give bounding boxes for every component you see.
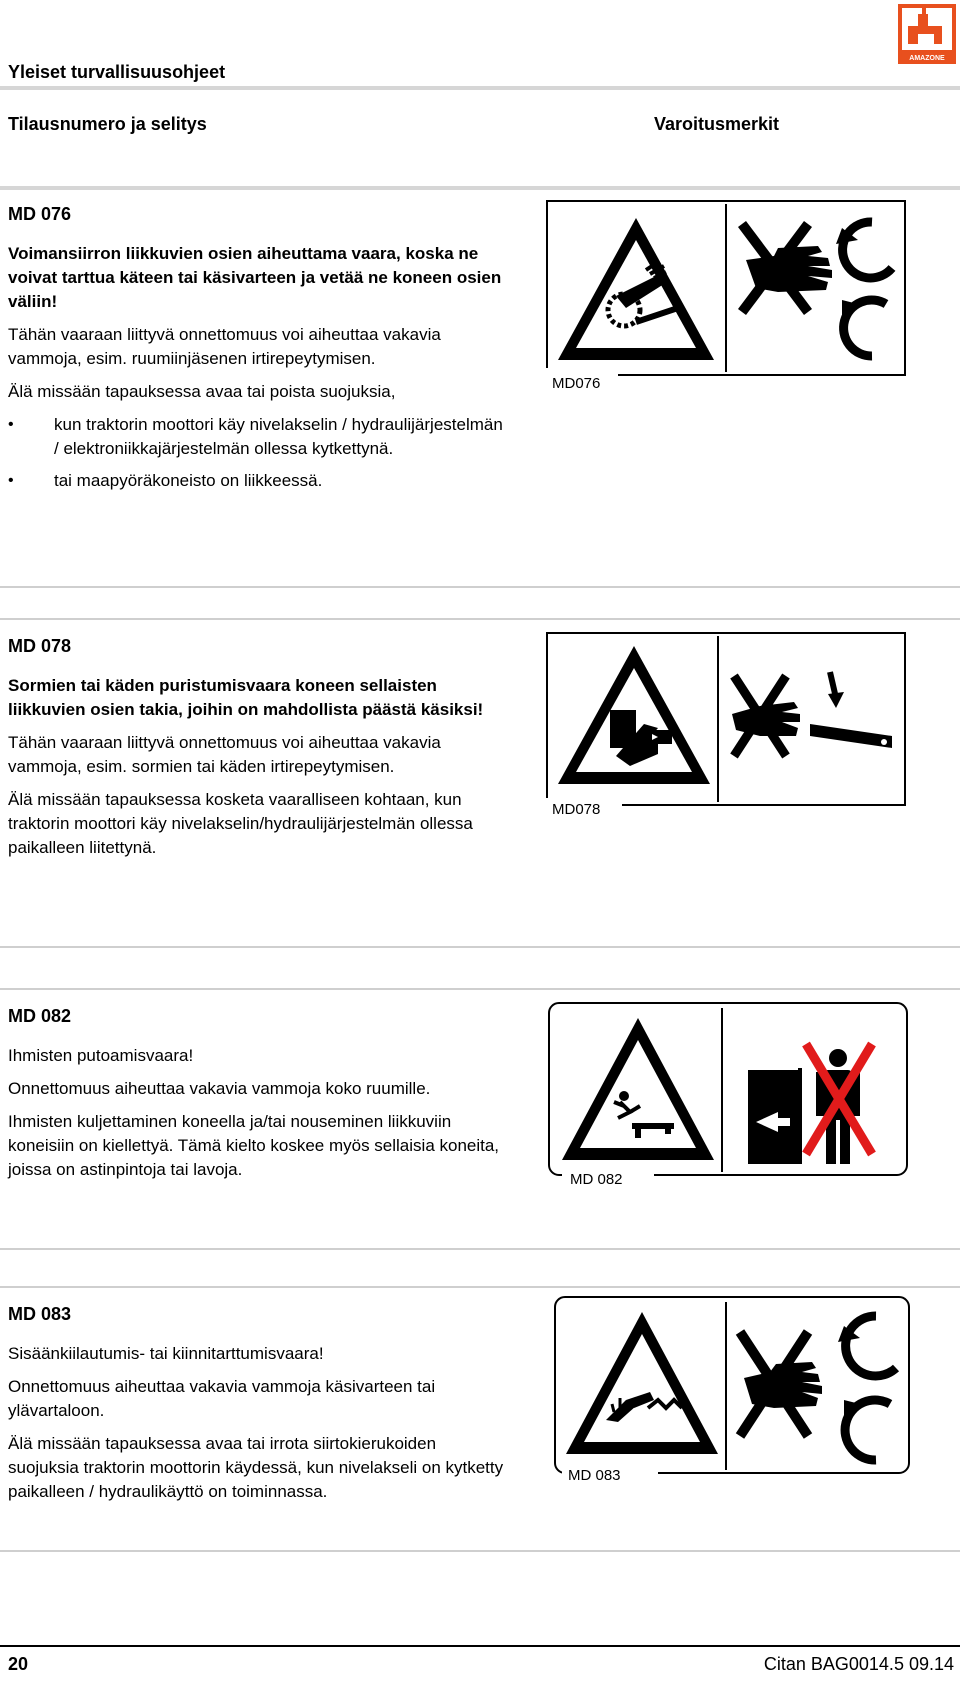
item-paragraph: Onnettomuus aiheuttaa vakavia vammoja käsivarteen tai ylävartaloon. [8, 1377, 436, 1420]
divider [0, 586, 960, 588]
item-paragraph: Tähän vaaraan liittyvä onnettomuus voi aiheuttaa vakavia vammoja, esim. ruumiinjäsenen irtirepeytymisen. [8, 325, 441, 368]
item-paragraph: Älä missään tapauksessa avaa tai poista suojuksia, [8, 382, 396, 401]
bullet-item: • kun traktorin moottori käy nivelakselin / hydraulijärjestelmän / elektroniikkajärjestelmän ollessa kytkettynä. [8, 413, 508, 461]
footer-divider [0, 1645, 960, 1647]
amazone-logo [898, 4, 956, 64]
item-paragraph: Ihmisten putoamisvaara! [8, 1046, 194, 1065]
divider [0, 618, 960, 620]
item-paragraph: Älä missään tapauksessa kosketa vaaralliseen kohtaan, kun traktorin moottori käy nivelakselin/hydraulijärjestelmän ollessa paikalleen liitettynä. [8, 790, 473, 857]
divider [0, 86, 960, 90]
item-code: MD 078 [8, 636, 72, 656]
warning-item-md076 [8, 202, 508, 501]
divider [0, 1248, 960, 1250]
section-title: Yleiset turvallisuusohjeet [8, 62, 226, 82]
bullet-item: • tai maapyöräkoneisto on liikkeessä. [8, 469, 508, 493]
item-code: MD 076 [8, 204, 72, 224]
sign-label: MD078 [552, 801, 601, 818]
divider [0, 186, 960, 190]
divider [0, 946, 960, 948]
divider [0, 988, 960, 990]
column-header-right: Varoitusmerkit [654, 114, 780, 134]
sign-label: MD 082 [570, 1171, 623, 1188]
divider [0, 1286, 960, 1288]
warning-sign-md083 [554, 1296, 910, 1492]
warning-item-md078 [8, 634, 508, 869]
item-paragraph: Ihmisten kuljettaminen koneella ja/tai nouseminen liikkuviin koneisiin on kiellettyä. Tämä kielto koskee myös sellaisia koneita, joissa on astinpintoja tai lavoja. [8, 1112, 500, 1179]
page-number: 20 [8, 1654, 29, 1674]
item-paragraph: Sisäänkiilautumis- tai kiinnitarttumisvaara! [8, 1344, 324, 1363]
item-code: MD 082 [8, 1006, 72, 1026]
svg-text:AMAZONE: AMAZONE [909, 55, 945, 62]
item-paragraph: Voimansiirron liikkuvien osien aiheuttama vaara, koska ne voivat tarttua käteen tai käsivarteen ja vetää ne koneen osien väliin! [8, 244, 502, 311]
item-paragraph: Älä missään tapauksessa avaa tai irrota siirtokierukoiden suojuksia traktorin moottorin käydessä, kun nivelakseli on kytketty paikalleen / hydraulikäyttö on toiminnassa. [8, 1434, 504, 1501]
warning-sign-md078 [546, 632, 906, 818]
item-paragraph: Onnettomuus aiheuttaa vakavia vammoja koko ruumille. [8, 1079, 431, 1098]
document-id: Citan BAG0014.5 09.14 [763, 1654, 954, 1674]
warning-sign-md082 [548, 1002, 908, 1192]
item-code: MD 083 [8, 1304, 72, 1324]
item-paragraph: Tähän vaaraan liittyvä onnettomuus voi aiheuttaa vakavia vammoja, esim. sormien tai käden irtirepeytymisen. [8, 733, 441, 776]
warning-item-md082 [8, 1004, 508, 1191]
item-paragraph: Sormien tai käden puristumisvaara koneen sellaisten liikkuvien osien takia, joihin on mahdollista päästä käsiksi! [8, 676, 484, 719]
sign-label: MD 083 [568, 1467, 621, 1484]
sign-label: MD076 [552, 375, 601, 392]
warning-sign-md076 [546, 200, 906, 392]
divider [0, 1550, 960, 1552]
warning-item-md083 [8, 1302, 508, 1513]
column-header-left: Tilausnumero ja selitys [8, 114, 207, 134]
bullet-list [8, 413, 508, 493]
